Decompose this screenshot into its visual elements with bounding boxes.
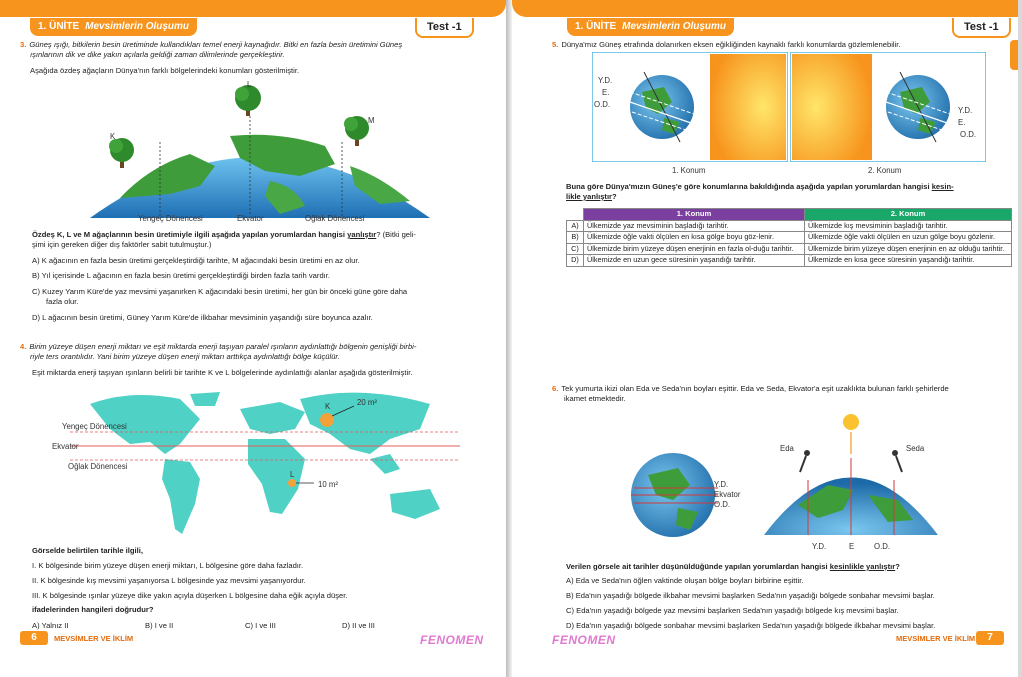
q3-option-b[interactable]: B) Yıl içerisinde L ağacının en fazla besin üretimi gerçekleştirdiği birden fazla tarih vardır.	[32, 271, 330, 280]
q5-intro: 5. Dünya'mız Güneş etrafında dolanırken eksen eğikliğinden kaynaklı farklı konumlarda gözlemlenebilir.	[552, 40, 901, 49]
tree-l-icon	[235, 85, 261, 116]
q6-ekvator-label: Ekvator	[714, 490, 741, 499]
q4-world-map	[70, 384, 460, 544]
q6-option-c[interactable]: C) Eda'nın yaşadığı bölgede yaz mevsimi başlarken Seda'nın yaşadığı bölgede kış mevsimi başlar.	[566, 606, 899, 615]
footer-title: MEVSİMLER VE İKLİM	[896, 634, 976, 643]
k-region-marker	[320, 413, 334, 427]
q6-bottom-od: O.D.	[874, 542, 891, 551]
position-1-label: 1. Konum	[672, 166, 706, 175]
table-row[interactable]: D) Ülkemizde en uzun gece süresinin yaşandığı tarihtir. Ülkemizde en kısa gece süresinin yaşandığı tarihtir.	[567, 255, 1012, 267]
eda-label: Eda	[780, 444, 794, 453]
p1-yd-label: Y.D.	[598, 76, 613, 85]
tree-m-icon	[344, 116, 369, 146]
q3-option-c-cont: fazla olur.	[46, 297, 79, 306]
table-row[interactable]: C) Ülkemizde birim yüzeye düşen enerjinin en fazla ol-duğu tarihtir. Ülkemizde birim yüzeye düşen enerjinin en az olduğu tarihtir.	[567, 243, 1012, 255]
q6-od-label: O.D.	[714, 500, 731, 509]
oglak-label: Oğlak Dönencesi	[305, 214, 365, 223]
footer-title: MEVSİMLER VE İKLİM	[54, 634, 134, 643]
top-band	[512, 0, 1018, 17]
table-row[interactable]: B) Ülkemizde öğle vakti ölçülen en kısa gölge boyu göz-lenir. Ülkemizde öğle vakti ölçülen en uzun gölge boyu gözlenir.	[567, 232, 1012, 244]
q6-option-d[interactable]: D) Eda'nın yaşadığı bölgede sonbahar mevsimi başlarken Seda'nın yaşadığı bölgede ilkbahar mevsimi başlar.	[566, 621, 936, 630]
q4-statement-2: II. K bölgesinde kış mevsimi yaşanıyorsa L bölgesinde yaz mevsimi yaşanıyordur.	[32, 576, 306, 585]
q3-lead: Aşağıda özdeş ağaçların Dünya'nın farklı bölgelerindeki konumları gösterilmiştir.	[30, 66, 300, 75]
map-k-area: 20 m²	[357, 398, 377, 407]
map-l-area: 10 m²	[318, 480, 338, 489]
left-page	[0, 0, 506, 677]
page-number: 6	[20, 631, 48, 645]
position-2-label: 2. Konum	[868, 166, 902, 175]
position-2-figure	[790, 52, 986, 162]
position-1-figure	[592, 52, 788, 162]
top-band	[0, 0, 506, 17]
table-row[interactable]: A) Ülkemizde yaz mevsiminin başladığı tarihtir. Ülkemizde kış mevsiminin başladığı tarihtir.	[567, 220, 1012, 232]
q6-halfglobe-figure	[758, 410, 944, 540]
test-label: Test -1	[952, 18, 1011, 38]
map-k-label: K	[325, 402, 331, 411]
eda-figure-icon	[800, 450, 810, 472]
map-oglak-label: Oğlak Dönencesi	[68, 462, 128, 471]
unit-tab: 1. ÜNİTE Mevsimlerin Oluşumu	[567, 18, 734, 36]
tree-l-label: L	[247, 80, 252, 89]
q3-stem: Özdeş K, L ve M ağaçlarının besin üretimiyle ilgili aşağıda yapılan yorumlardan hangisi yanlıştır? (Bitki geli- şimi için gereken diğer dış faktörler sabit tutulmuştur.)	[32, 230, 416, 249]
p2-e-label: E.	[958, 118, 966, 127]
q4-intro: 4. Birim yüzeye düşen enerji miktarı ve eşit miktarda enerji taşıyan paralel ışınların aydınlattığı bölgenin genişliği birbi- riyle ters orantılıdır. Yani birim yüzeye düşen enerji miktarı arttıkça aydınlattığı bölge küçülür.	[20, 342, 417, 361]
q5-options-table	[566, 208, 1012, 267]
q6-yd-label: Y.D.	[714, 480, 729, 489]
q4-lead: Eşit miktarda enerji taşıyan ışınların belirli bir tarihte K ve L bölgelerinde aydınlattığı alanlar aşağıda gösterilmiştir.	[32, 368, 413, 377]
q3-option-d[interactable]: D) L ağacının besin üretimi, Güney Yarım Küre'de ilkbahar mevsiminin yaşandığı süre boyunca azalır.	[32, 313, 373, 322]
sun-icon	[792, 54, 872, 160]
q3-option-c[interactable]: C) Kuzey Yarım Küre'de yaz mevsimi yaşanırken K ağacındaki besin üretimi, her gün bir önceki güne göre daha	[32, 287, 408, 296]
table-header-position-1: 1. Konum	[584, 209, 805, 221]
q6-bottom-yd: Y.D.	[812, 542, 827, 551]
page-edge-tab	[1010, 40, 1018, 70]
map-yengec-label: Yengeç Dönencesi	[62, 422, 127, 431]
q4-question: ifadelerinden hangileri doğrudur?	[32, 605, 154, 614]
yengec-label: Yengeç Dönencesi	[138, 214, 203, 223]
brand-logo: FENOMEN	[552, 633, 616, 647]
tree-m-label: M	[368, 116, 375, 125]
test-label: Test -1	[415, 18, 474, 38]
q4-statement-1: I. K bölgesinde birim yüzeye düşen enerji miktarı, L bölgesine göre daha fazladır.	[32, 561, 304, 570]
p2-od-label: O.D.	[960, 130, 977, 139]
page-number: 7	[976, 631, 1004, 645]
q6-option-a[interactable]: A) Eda ve Seda'nın öğlen vaktinde oluşan bölge boyları birbirine eşittir.	[566, 576, 804, 585]
q6-intro: 6. Tek yumurta ikizi olan Eda ve Seda'nın boyları eşittir. Eda ve Seda, Ekvator'a eşit uzaklıkta bulunan farklı şehirlerde ikamet etmektedir.	[552, 384, 949, 403]
tree-k-icon	[109, 138, 134, 168]
q3-intro: 3. Güneş ışığı, bitkilerin besin üretiminde kullandıkları temel enerji kaynağıdır. Bitki en fazla besin üretimini Güneş ışınlarının dik ve dike yakın açılarla geldiği zaman dilimlerinde gerçekleştirir.	[20, 40, 403, 59]
q5-stem: Buna göre Dünya'mızın Güneş'e göre konumlarına bakıldığında aşağıda yapılan yorumlardan hangisi kesin- likle yanlıştır?	[566, 182, 954, 201]
sun-icon	[710, 54, 786, 160]
q4-option-d[interactable]: D) II ve III	[342, 621, 375, 630]
sun-icon	[843, 414, 859, 430]
continents	[90, 392, 440, 534]
l-region-marker	[288, 479, 296, 487]
table-header-position-2: 2. Konum	[805, 209, 1012, 221]
right-page	[512, 0, 1018, 677]
brand-logo: FENOMEN	[420, 633, 484, 647]
p1-od-label: O.D.	[594, 100, 611, 109]
q3-option-a[interactable]: A) K ağacının en fazla besin üretimi gerçekleştirdiği tarihte, M ağacındaki besin üretimi en az olur.	[32, 256, 360, 265]
unit-tab: 1. ÜNİTE Mevsimlerin Oluşumu	[30, 18, 197, 36]
q6-globe-figure	[628, 450, 718, 540]
q6-bottom-e: E	[849, 542, 855, 551]
ekvator-label: Ekvator	[237, 214, 264, 223]
map-ekvator-label: Ekvator	[52, 442, 79, 451]
map-l-label: L	[290, 470, 295, 479]
q4-option-c[interactable]: C) I ve III	[245, 621, 276, 630]
p1-e-label: E.	[602, 88, 610, 97]
q4-option-a[interactable]: A) Yalnız II	[32, 621, 69, 630]
p2-yd-label: Y.D.	[958, 106, 973, 115]
seda-label: Seda	[906, 444, 925, 453]
q6-option-b[interactable]: B) Eda'nın yaşadığı bölgede ilkbahar mevsimi başlarken Seda'nın yaşadığı bölgede sonbahar mevsimi başlar.	[566, 591, 935, 600]
q4-statement-3: III. K bölgesinde ışınlar yüzeye dike yakın açıyla düşerken L bölgesine daha eğik açıyla düşer.	[32, 591, 348, 600]
seda-figure-icon	[892, 450, 902, 472]
q4-stem: Görselde belirtilen tarihle ilgili,	[32, 546, 143, 555]
q3-earth-figure	[80, 76, 440, 218]
q6-stem: Verilen görsele ait tarihler düşünüldüğünde yapılan yorumlardan hangisi kesinlikle yanlıştır?	[566, 562, 900, 571]
q4-option-b[interactable]: B) I ve II	[145, 621, 174, 630]
tree-k-label: K	[110, 132, 116, 141]
